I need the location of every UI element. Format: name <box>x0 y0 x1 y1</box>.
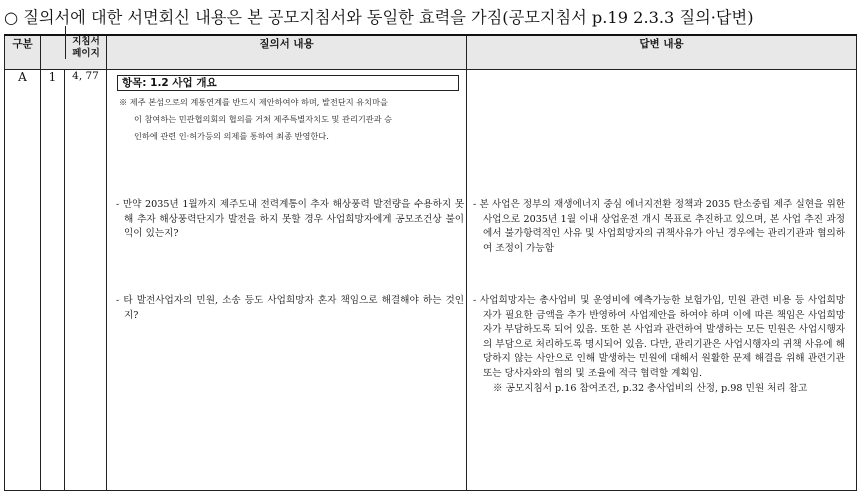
answer-cell <box>467 70 857 491</box>
note-line-3: 인하에 관련 인·허가등의 의제를 통하여 최종 반영한다. <box>134 131 329 141</box>
header-page-line1: 지침서 <box>72 36 100 47</box>
item-note <box>119 94 459 145</box>
note-line-1: ※ 제주 본섬으로의 계통연계를 반드시 제안하여야 하며, 발전단지 유치마을 <box>119 97 388 107</box>
answer-1: - 본 사업은 정부의 재생에너지 중심 에너지전환 정책과 2035 탄소중립 제주 실현을 위한 사업으로 2035년 1월 이내 상업운전 개시 목표로 추진하고 있으며, 본 사업 추진 과정에서 불가항력적인 사유 및 사업희망자의 귀책사유가 아닌 경우에는 관리기관과 협의하여 조정이 가능함 <box>473 199 845 254</box>
answer-reference: ※ 공모지침서 p.16 참여조건, p.32 총사업비의 산정, p.98 민원 처리 참고 <box>493 382 808 394</box>
row-number: 1 <box>41 70 65 491</box>
row-pages: 4, 77 <box>65 70 107 491</box>
question-2: - 타 발전사업자의 민원, 소송 등도 사업희망자 혼자 책임으로 해결해야 하는 것인지? <box>116 295 464 321</box>
table-header-row <box>5 35 857 70</box>
qa-table <box>4 34 857 491</box>
table-row <box>5 70 857 491</box>
document-title: ○ 질의서에 대한 서면회신 내용은 본 공모지침서와 동일한 효력을 가짐(공모지침서 p.19 2.3.3 질의·답변) <box>4 8 754 27</box>
header-question: 질의서 내용 <box>107 35 467 70</box>
question-1: - 만약 2035년 1월까지 제주도내 전력계통이 추자 해상풍력 발전량을 수용하지 못해 추자 해상풍력단지가 발전을 하지 못할 경우 사업희망자에게 공모조건상 불이익이 있는지? <box>116 199 464 239</box>
header-answer: 답변 내용 <box>467 35 857 70</box>
answer-2-text: - 사업희망자는 총사업비 및 운영비에 예측가능한 보험가입, 민원 관련 비용 등 사업희망자가 필요한 금액을 추가 반영하여 사업제안을 하여야 하며 이에 따른 책임은 사업희망자가 부담하도록 되어 있음. 또한 본 사업과 관련하여 발생하는 모든 민원은 사업시행자의 부담으로 처리하도록 명시되어 있음. 다만, 관리기관은 사업시행자의 귀책 사유에 해당하지 않는 사안으로 인해 발생하는 민원에 대해서 원활한 문제 해결을 위해 관련기관 또는 당사자와의 협의 및 조율에 적극 협력할 계획임. <box>473 295 845 379</box>
header-category: 구분 <box>5 35 41 70</box>
answer-2 <box>473 294 845 396</box>
item-label: 항목: 1.2 사업 개요 <box>117 75 459 91</box>
note-line-2: 이 참여하는 민관협의회의 협의를 거쳐 제주특별자치도 및 관리기관과 승 <box>134 114 393 124</box>
question-cell <box>107 70 467 491</box>
header-page <box>41 35 107 70</box>
header-page-line2: 페이지 <box>72 48 100 59</box>
row-category: A <box>5 70 41 491</box>
